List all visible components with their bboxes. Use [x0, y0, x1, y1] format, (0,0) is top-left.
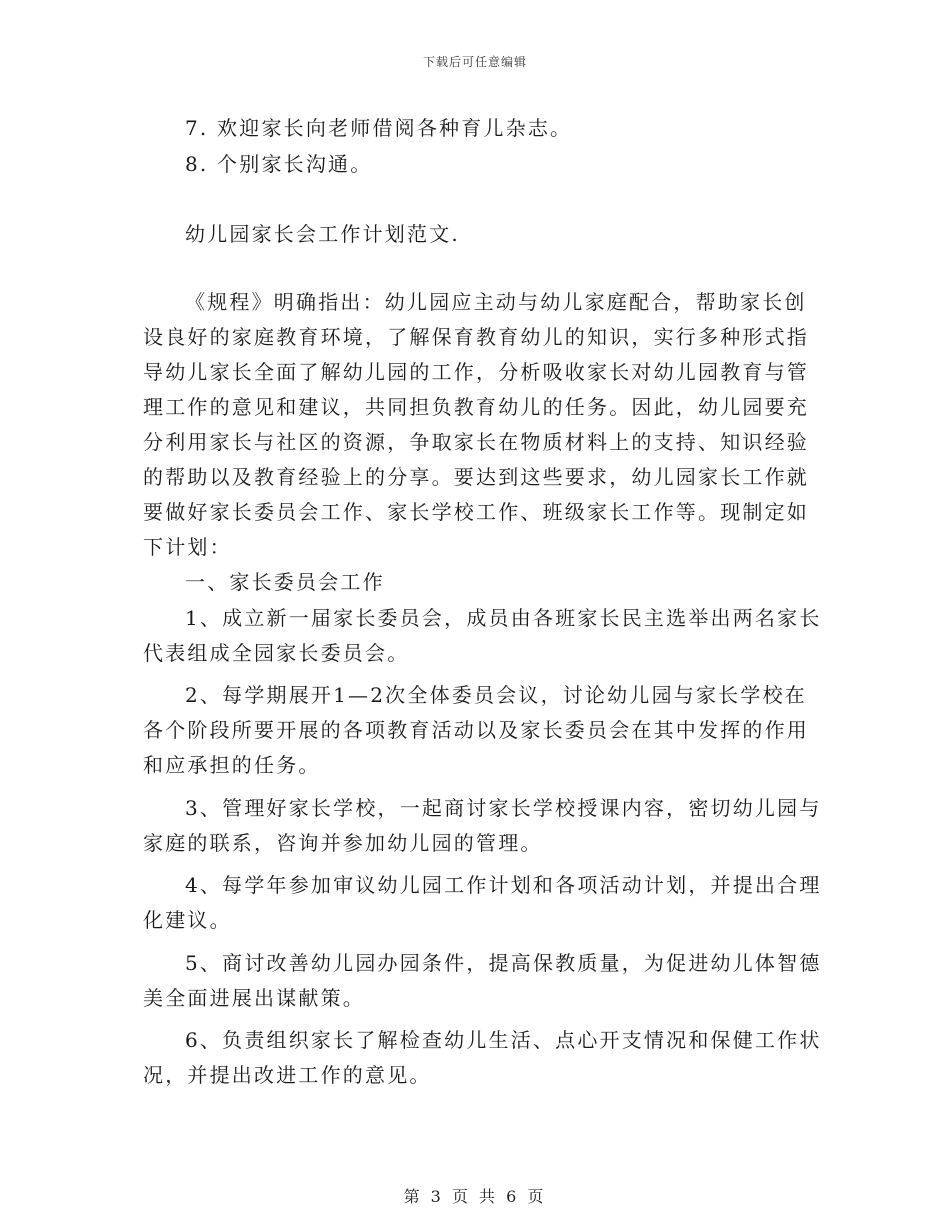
paragraph-line: 设良好的家庭教育环境，了解保育教育幼儿的知识，实行多种形式指 [143, 325, 809, 349]
paragraph-line: 5、商讨改善幼儿园办园条件，提高保教质量，为促进幼儿体智德 [185, 951, 822, 975]
paragraph-line: 4、每学年参加审议幼儿园工作计划和各项活动计划，并提出合理 [185, 873, 822, 897]
paragraph-line: 6、负责组织家长了解检查幼儿生活、点心开支情况和保健工作状 [185, 1028, 822, 1052]
paragraph-line: 下计划： [143, 535, 232, 559]
paragraph-line: 美全面进展出谋献策。 [143, 986, 365, 1010]
paragraph-line: 1、成立新一届家长委员会，成员由各班家长民主选举出两名家长 [185, 606, 822, 630]
paragraph-line: 3、管理好家长学校，一起商讨家长学校授课内容，密切幼儿园与 [185, 796, 822, 820]
paragraph-line: 各个阶段所要开展的各项教育活动以及家长委员会在其中发挥的作用 [143, 718, 809, 742]
paragraph-line: 分利用家长与社区的资源，争取家长在物质材料上的支持、知识经验 [143, 430, 809, 454]
paragraph-line: 化建议。 [143, 908, 232, 932]
paragraph-line: 理工作的意见和建议，共同担负教育幼儿的任务。因此，幼儿园要充 [143, 395, 809, 419]
section-title: 幼儿园家长会工作计划范文. [185, 222, 460, 246]
paragraph-line: 况，并提出改进工作的意见。 [143, 1063, 432, 1087]
list-item: 7. 欢迎家长向老师借阅各种育儿杂志。 [185, 116, 573, 140]
list-item: 8. 个别家长沟通。 [185, 152, 373, 176]
page-number: 第 3 页 共 6 页 [403, 1187, 547, 1206]
paragraph-line: 导幼儿家长全面了解幼儿园的工作，分析吸收家长对幼儿园教育与管 [143, 360, 809, 384]
paragraph-line: 《规程》明确指出：幼儿园应主动与幼儿家庭配合，帮助家长创 [185, 290, 807, 314]
paragraph-line: 要做好家长委员会工作、家长学校工作、班级家长工作等。现制定如 [143, 500, 809, 524]
section-heading: 一、家长委员会工作 [185, 570, 385, 594]
paragraph-line: 代表组成全园家长委员会。 [143, 641, 410, 665]
paragraph-line: 和应承担的任务。 [143, 753, 321, 777]
paragraph-line: 2、每学期展开1—2次全体委员会议，讨论幼儿园与家长学校在 [185, 683, 807, 707]
paragraph-line: 的帮助以及教育经验上的分享。要达到这些要求，幼儿园家长工作就 [143, 465, 809, 489]
page-header: 下载后可任意编辑 [422, 55, 527, 69]
paragraph-line: 家庭的联系，咨询并参加幼儿园的管理。 [143, 831, 543, 855]
